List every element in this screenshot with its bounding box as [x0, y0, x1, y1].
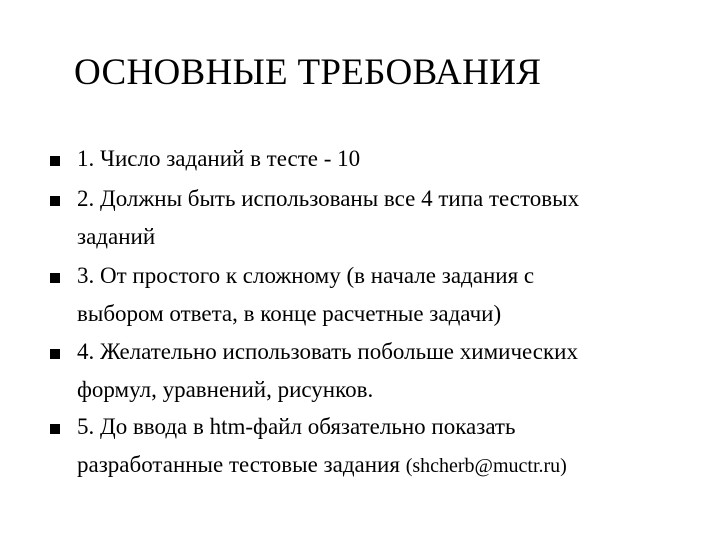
list-item-line: выбором ответа, в конце расчетные задачи) — [77, 301, 502, 326]
list-item-line: формул, уравнений, рисунков. — [77, 377, 374, 402]
square-bullet-icon — [50, 273, 60, 283]
square-bullet-icon — [50, 424, 60, 434]
list-item-line: 4. Желательно использовать побольше химических — [77, 339, 578, 364]
list-item-line: разработанные тестовые задания — [77, 452, 400, 477]
list-item-text — [77, 333, 702, 409]
list-item-text — [77, 140, 702, 178]
list-item-line: 2. Должны быть использованы все 4 типа тестовых — [77, 186, 580, 211]
list-item-line: 1. Число заданий в тесте - 10 — [77, 146, 361, 171]
list-item-text — [77, 408, 702, 485]
slide-title: ОСНОВНЫЕ ТРЕБОВАНИЯ — [74, 52, 542, 93]
list-item-line: 3. От простого к сложному (в начале задания с — [77, 263, 535, 288]
list-item-text — [77, 257, 702, 333]
square-bullet-icon — [50, 349, 60, 359]
list-item-line: заданий — [77, 224, 156, 249]
list-item-line: 5. До ввода в htm-файл обязательно показать — [77, 414, 516, 439]
list-item-line-with-email — [77, 446, 702, 485]
square-bullet-icon — [50, 196, 60, 206]
list-item-text — [77, 180, 702, 256]
contact-email: (shcherb@muctr.ru) — [405, 455, 567, 477]
square-bullet-icon — [50, 156, 60, 166]
